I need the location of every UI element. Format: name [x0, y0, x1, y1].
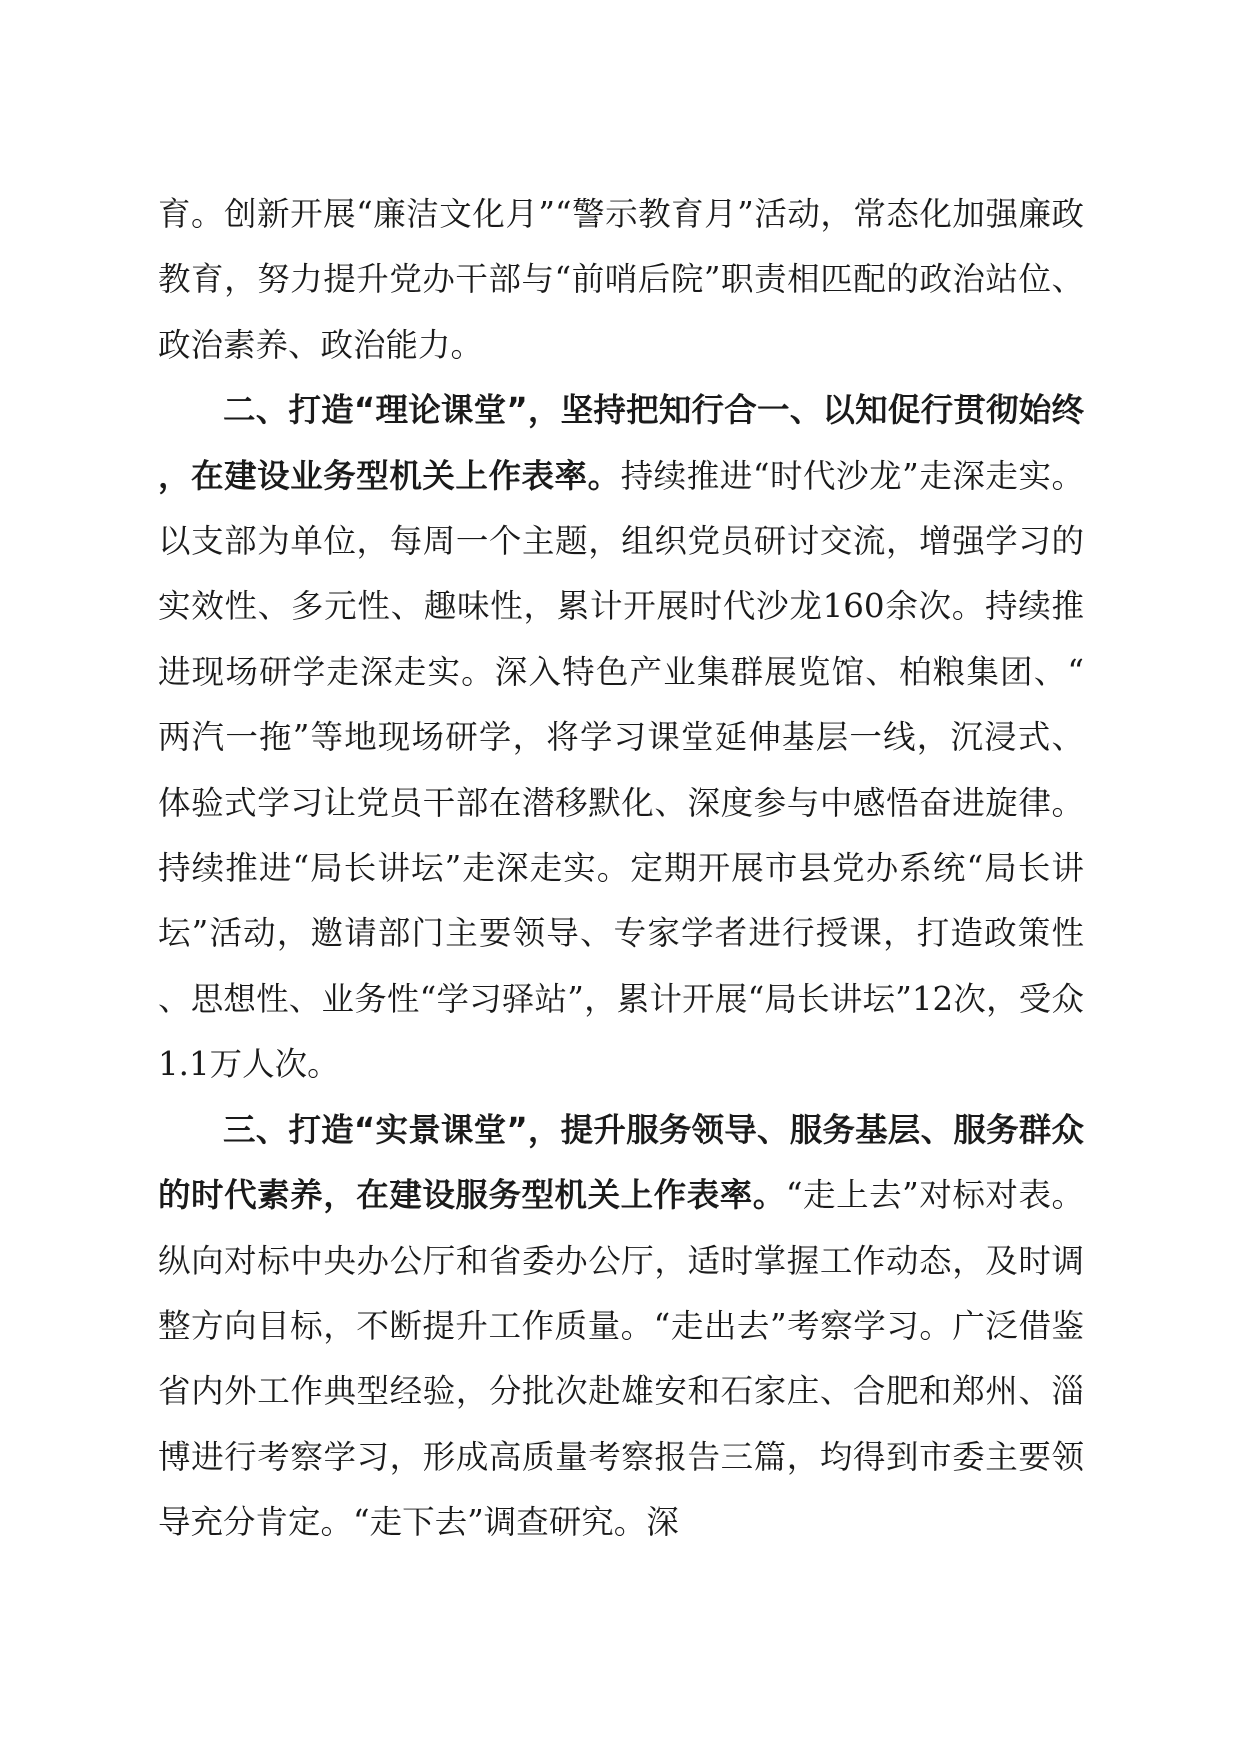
section-heading-2: 二、打造“理论课堂”，坚持把知行合一、以知促行贯彻始终，在建设业务型机关上作表率。	[158, 391, 1084, 495]
document-body	[158, 182, 1084, 1556]
paragraph-1-text: 育。创新开展“廉洁文化月”“警示教育月”活动，常态化加强廉政教育，努力提升党办干部与“前哨后院”职责相匹配的政治站位、政治素养、政治能力。	[158, 195, 1084, 364]
paragraph-1	[158, 182, 1084, 378]
paragraph-3	[158, 1098, 1084, 1556]
paragraph-2-text: 持续推进“时代沙龙”走深走实。以支部为单位，每周一个主题，组织党员研讨交流，增强学习的实效性、多元性、趣味性，累计开展时代沙龙160余次。持续推进现场研学走深走实。深入特色产业集群展览馆、柏粮集团、“两汽一拖”等地现场研学，将学习课堂延伸基层一线，沉浸式、体验式学习让党员干部在潜移默化、深度参与中感悟奋进旋律。持续推进“局长讲坛”走深走实。定期开展市县党办系统“局长讲坛”活动，邀请部门主要领导、专家学者进行授课，打造政策性、思想性、业务性“学习驿站”，累计开展“局长讲坛”12次，受众1.1万人次。	[158, 456, 1084, 1084]
paragraph-2	[158, 378, 1084, 1097]
section-heading-3: 三、打造“实景课堂”，提升服务领导、服务基层、服务群众的时代素养，在建设服务型机关上作表率。	[158, 1110, 1084, 1215]
paragraph-3-text: “走上去”对标对表。纵向对标中央办公厅和省委办公厅，适时掌握工作动态，及时调整方向目标，不断提升工作质量。“走出去”考察学习。广泛借鉴省内外工作典型经验，分批次赴雄安和石家庄、合肥和郑州、淄博进行考察学习，形成高质量考察报告三篇，均得到市委主要领导充分肯定。“走下去”调查研究。深	[158, 1176, 1084, 1542]
